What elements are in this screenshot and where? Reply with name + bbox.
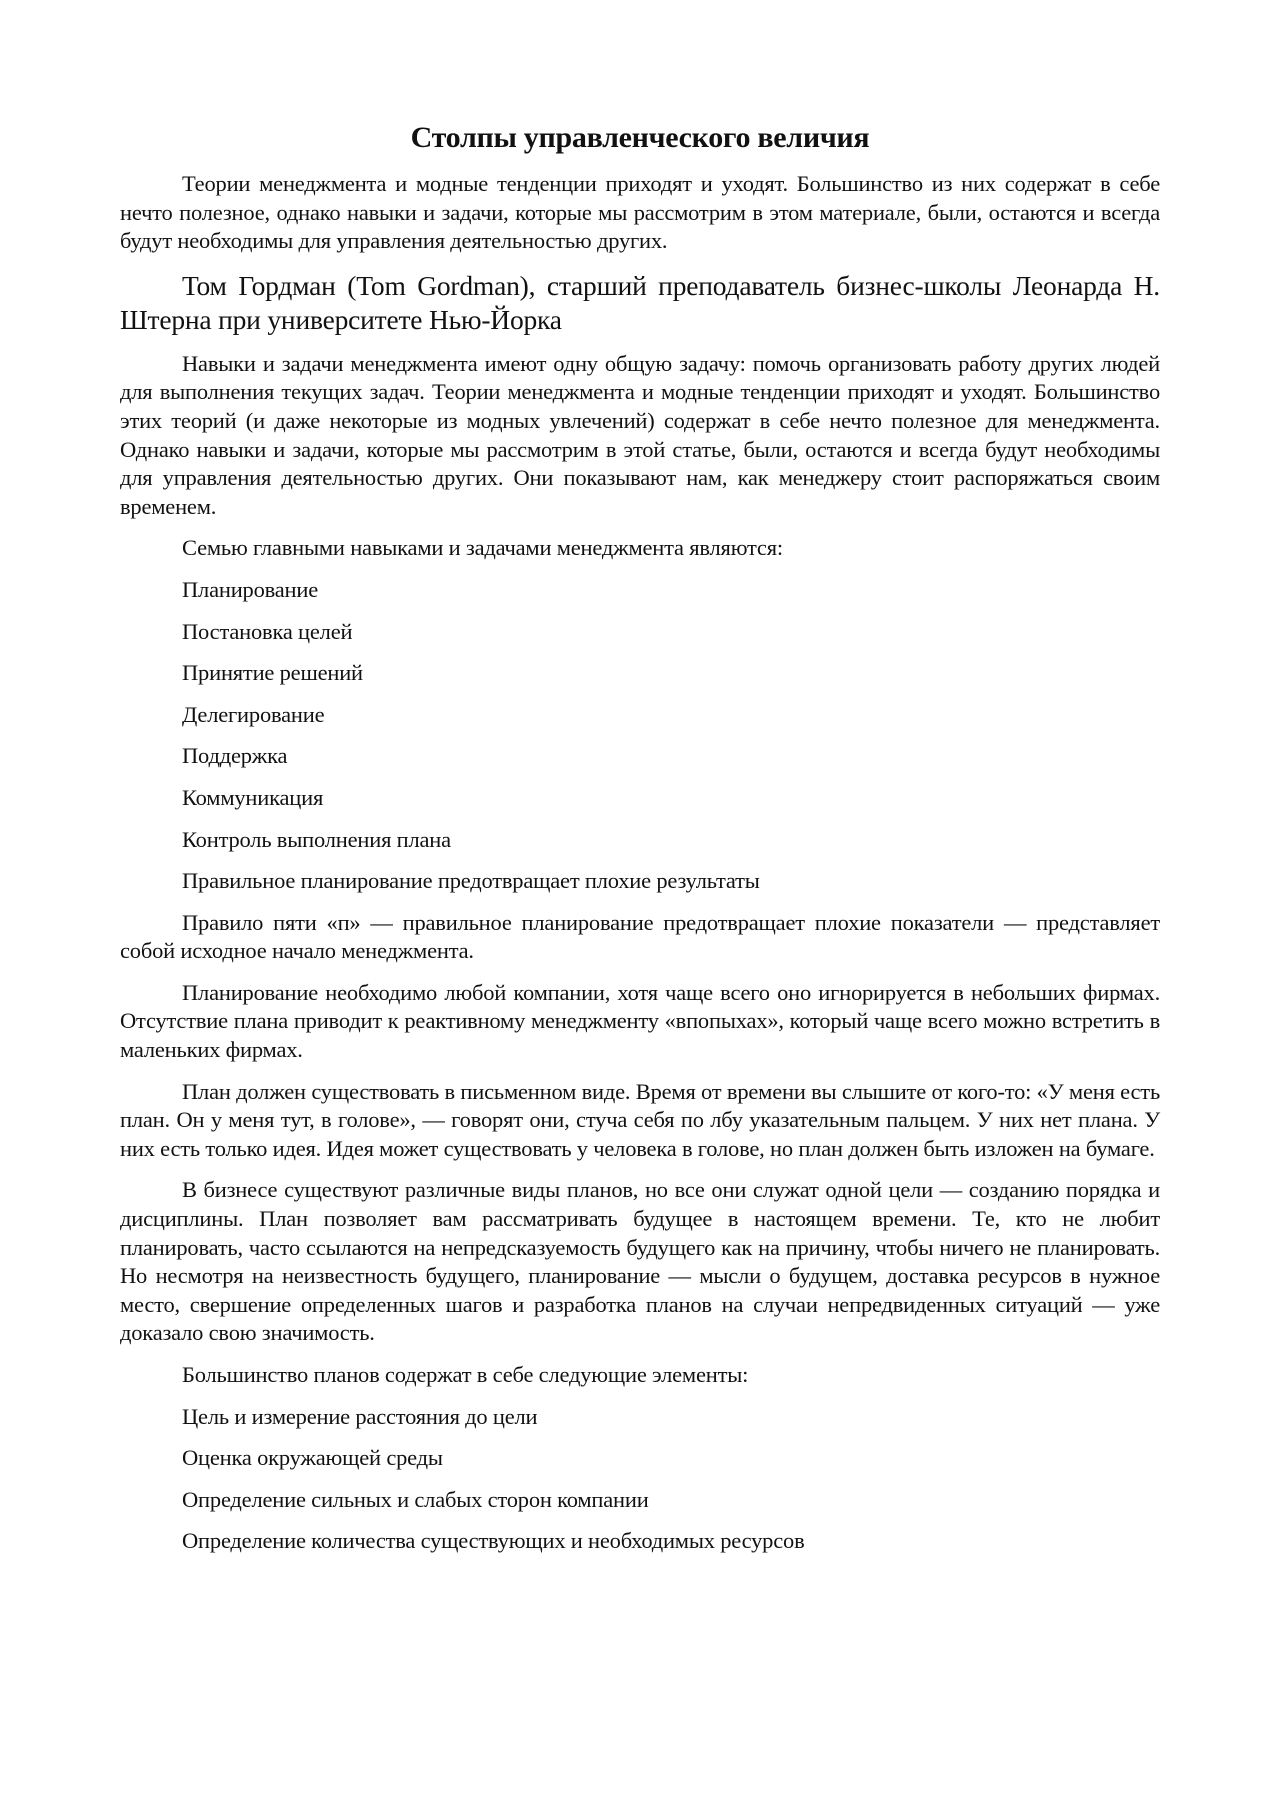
document-page [120, 118, 1160, 1569]
list-item: Оценка окружающей среды [182, 1445, 443, 1471]
paragraph-4: План должен существовать в письменном виде. Время от времени вы слышите от кого-то: «У меня есть план. Он у меня тут, в голове», — говорят они, стуча себя по лбу указательным пальцем. У них нет плана. У них есть только идея. Идея может существовать у человека в голове, но план должен быть изложен на бумаге. [120, 1078, 1160, 1161]
list-item: Определение количества существующих и необходимых ресурсов [182, 1528, 805, 1554]
paragraph-1: Навыки и задачи менеджмента имеют одну общую задачу: помочь организовать работу других людей для выполнения текущих задач. Теории менеджмента и модные тенденции приходят и уходят. Большинство этих теорий (и даже некоторые из модных увлечений) содержат в себе нечто полезное для менеджмента. Однако навыки и задачи, которые мы рассмотрим в этой статье, были, остаются и всегда будут необходимы для управления деятельностью других. Они показывают нам, как менеджеру стоит распоряжаться своим временем. [120, 350, 1160, 519]
list-item: Планирование [182, 576, 319, 602]
list-item: Контроль выполнения плана [182, 826, 451, 852]
section-heading: Правильное планирование предотвращает плохие результаты [182, 868, 760, 894]
paragraph-2: Правило пяти «п» — правильное планирование предотвращает плохие показатели — представляет собой исходное начало менеджмента. [120, 909, 1160, 964]
list-item: Определение сильных и слабых сторон компании [182, 1486, 649, 1512]
skills-intro: Семью главными навыками и задачами менеджмента являются: [182, 535, 783, 561]
list-item: Поддержка [182, 743, 288, 769]
document-title: Столпы управленческого величия [410, 121, 870, 154]
paragraph-3: Планирование необходимо любой компании, хотя чаще всего оно игнорируется в небольших фирмах. Отсутствие плана приводит к реактивному менеджменту «впопыхах», который чаще всего можно встретить в маленьких фирмах. [120, 979, 1160, 1063]
list-item: Принятие решений [182, 660, 363, 686]
list-item: Цель и измерение расстояния до цели [182, 1403, 538, 1429]
paragraph-5: В бизнесе существуют различные виды планов, но все они служат одной цели — созданию порядка и дисциплины. План позволяет вам рассматривать будущее в настоящем времени. Те, кто не любит планировать, часто ссылаются на непредсказуемость будущего как на причину, чтобы ничего не планировать. Но несмотря на неизвестность будущего, планирование — мысли о будущем, доставка ресурсов в нужное место, свершение определенных шагов и разработка планов на случаи непредвиденных ситуаций — уже доказало свою значимость. [120, 1177, 1160, 1346]
list-item: Коммуникация [182, 784, 324, 810]
list-item: Постановка целей [182, 618, 353, 644]
skills-list [120, 576, 1160, 854]
list-item: Делегирование [182, 701, 325, 727]
elements-list [120, 1403, 1160, 1556]
elements-intro: Большинство планов содержат в себе следующие элементы: [182, 1362, 749, 1387]
intro-paragraph: Теории менеджмента и модные тенденции приходят и уходят. Большинство из них содержат в себе нечто полезное, однако навыки и задачи, которые мы рассмотрим в этом материале, были, остаются и всегда будут необходимы для управления деятельностью других. [120, 171, 1160, 254]
author-byline: Том Гордман (Tom Gordman), старший преподаватель бизнес-школы Леонарда Н. Штерна при университете Нью-Йорка [120, 269, 1160, 335]
